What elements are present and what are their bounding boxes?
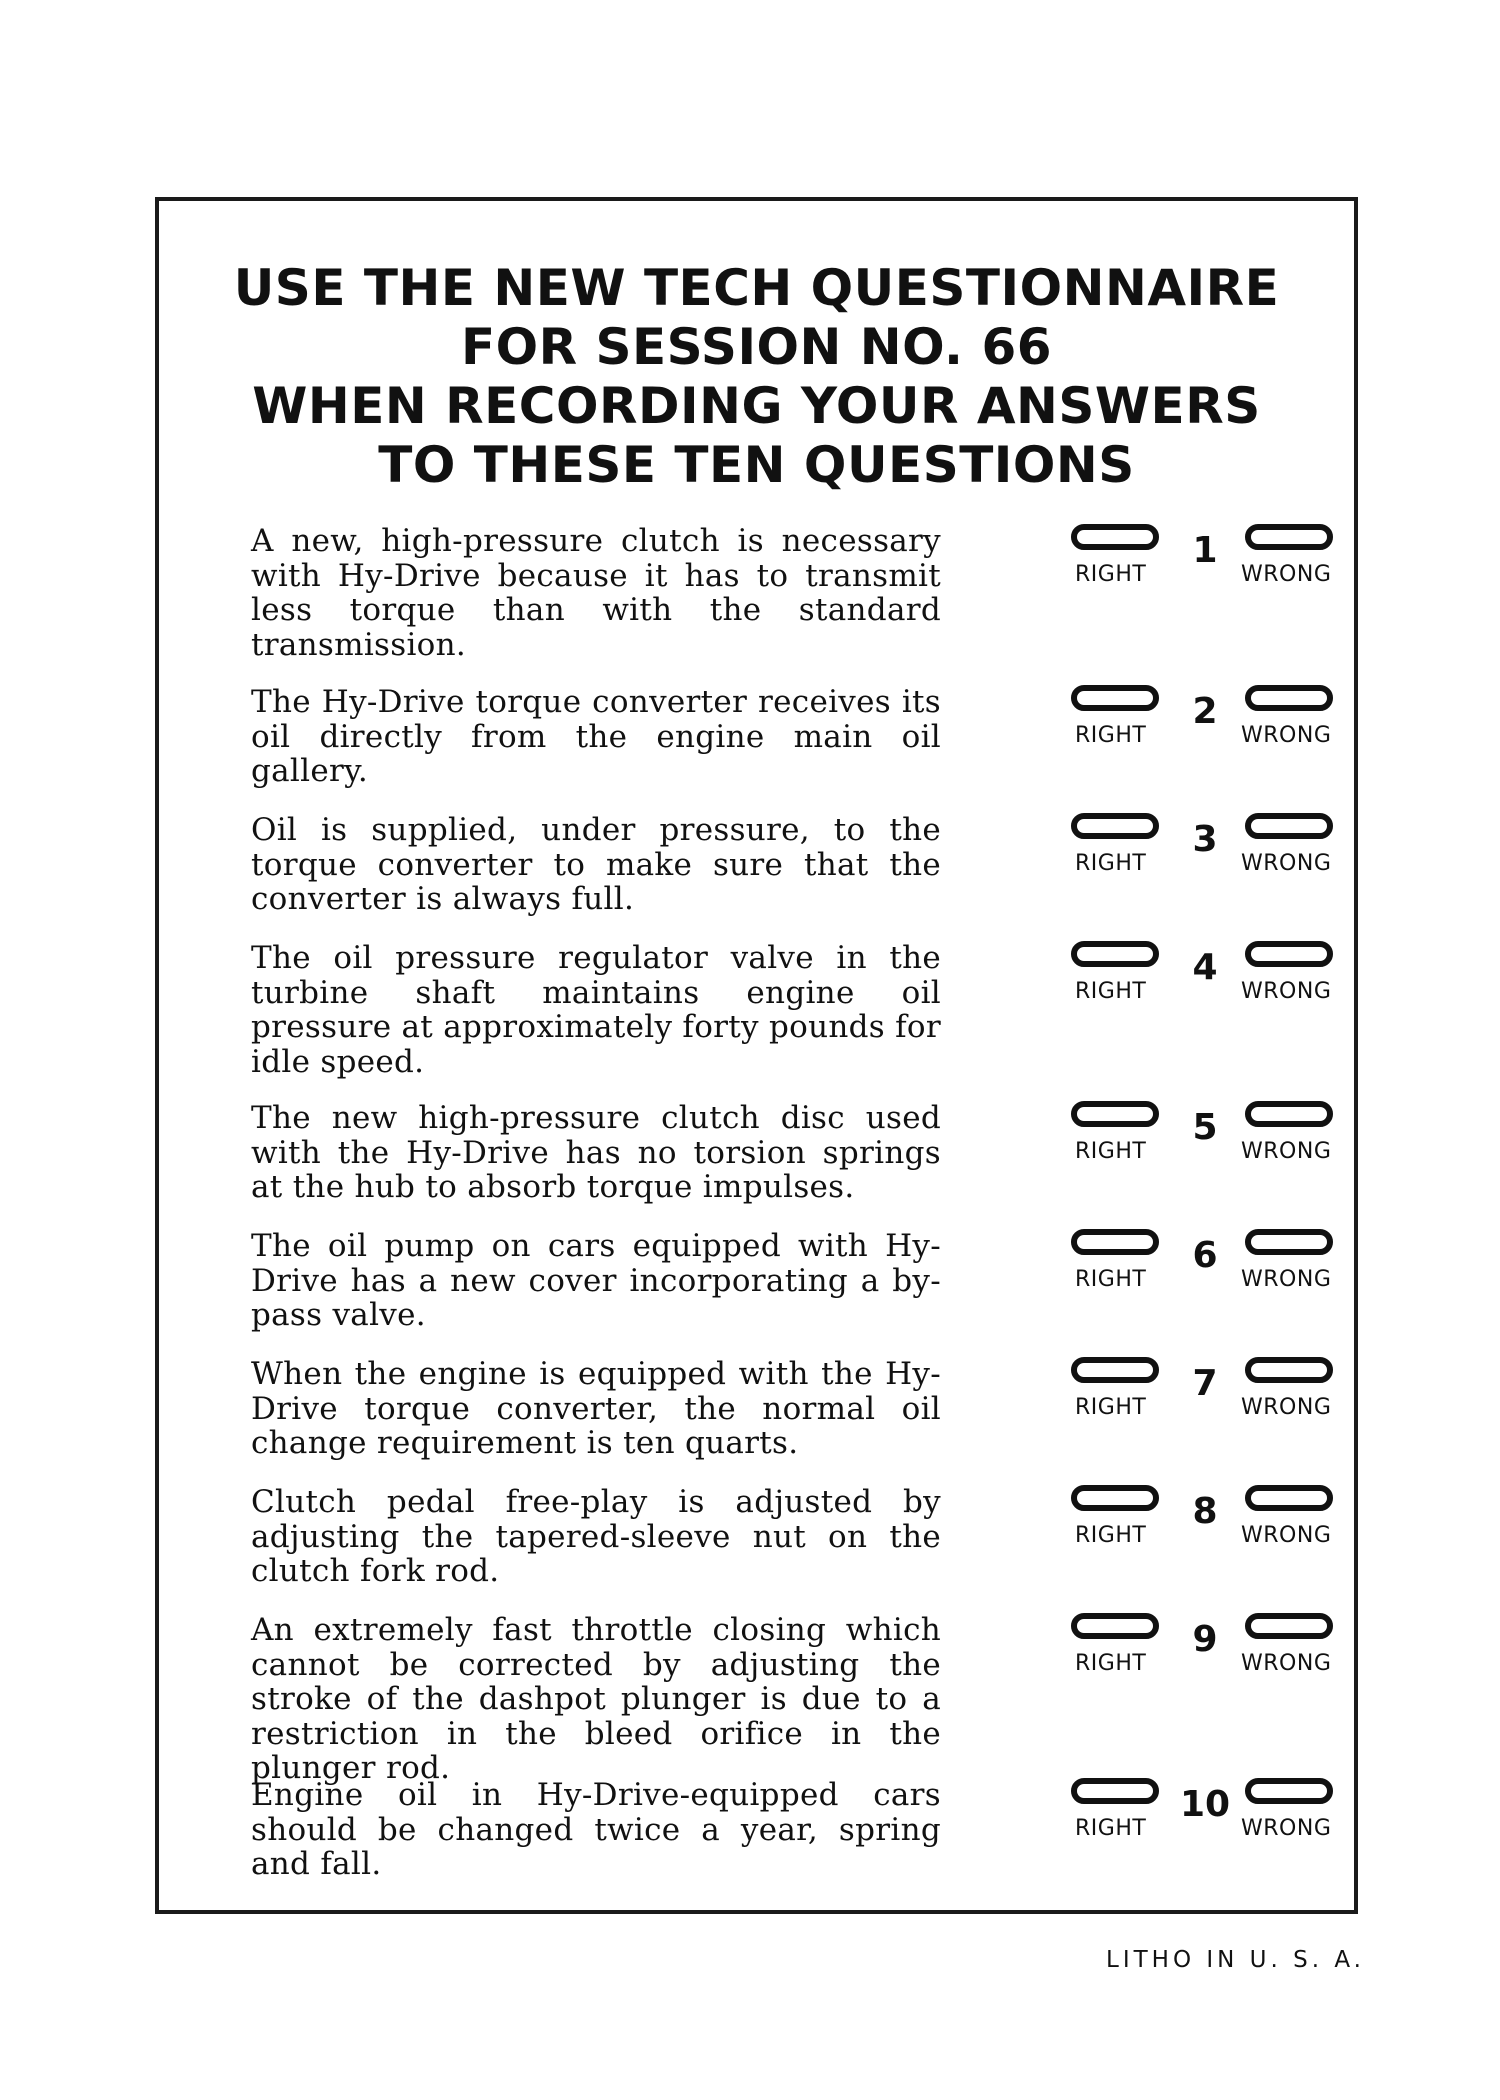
- wrong-answer-oval[interactable]: [1245, 941, 1333, 967]
- question-number: 1: [1192, 530, 1218, 571]
- question-3: [251, 812, 1332, 933]
- wrong-label: WRONG: [1241, 562, 1332, 587]
- wrong-label: WRONG: [1241, 1395, 1332, 1420]
- right-answer-oval[interactable]: [1071, 941, 1159, 967]
- wrong-answer-oval[interactable]: [1245, 685, 1333, 711]
- question-2: [251, 684, 1332, 805]
- question-number: 9: [1192, 1619, 1218, 1660]
- question-number: 5: [1192, 1107, 1218, 1148]
- question-8: [251, 1484, 1332, 1605]
- right-answer-oval[interactable]: [1071, 1613, 1159, 1639]
- right-label: RIGHT: [1075, 562, 1147, 587]
- wrong-label: WRONG: [1241, 1523, 1332, 1548]
- wrong-answer-oval[interactable]: [1245, 813, 1333, 839]
- heading-line: TO THESE TEN QUESTIONS: [378, 436, 1135, 494]
- right-answer-oval[interactable]: [1071, 1357, 1159, 1383]
- wrong-answer-oval[interactable]: [1245, 1778, 1333, 1804]
- heading-line: FOR SESSION NO. 66: [460, 318, 1053, 376]
- question-4: [251, 940, 1332, 1080]
- question-1: [251, 523, 1332, 663]
- wrong-label: WRONG: [1241, 979, 1332, 1004]
- question-text: When the engine is equipped with the Hy-Drive torque converter, the normal oil change requirement is ten quarts.: [251, 1356, 941, 1461]
- question-text: The Hy-Drive torque converter receives its oil directly from the engine main oil gallery.: [251, 684, 941, 789]
- right-label: RIGHT: [1075, 1816, 1147, 1841]
- question-number: 3: [1192, 819, 1218, 860]
- right-label: RIGHT: [1075, 1139, 1147, 1164]
- question-number: 7: [1192, 1363, 1218, 1404]
- wrong-label: WRONG: [1241, 1139, 1332, 1164]
- question-number: 4: [1192, 947, 1218, 988]
- right-answer-oval[interactable]: [1071, 1485, 1159, 1511]
- right-answer-oval[interactable]: [1071, 1229, 1159, 1255]
- question-number: 2: [1192, 691, 1218, 732]
- right-answer-oval[interactable]: [1071, 1778, 1159, 1804]
- question-text: A new, high-pressure clutch is necessary with Hy-Drive because it has to transmit less torque than with the standard transmission.: [251, 523, 941, 663]
- question-5: [251, 1100, 1332, 1221]
- wrong-answer-oval[interactable]: [1245, 1485, 1333, 1511]
- question-text: The oil pressure regulator valve in the turbine shaft maintains engine oil pressure at approximately forty pounds for idle speed.: [251, 940, 941, 1080]
- question-text: The new high-pressure clutch disc used with the Hy-Drive has no torsion springs at the hub to absorb torque impulses.: [251, 1100, 941, 1205]
- wrong-answer-oval[interactable]: [1245, 1357, 1333, 1383]
- wrong-label: WRONG: [1241, 1816, 1332, 1841]
- question-number: 8: [1192, 1491, 1218, 1532]
- question-text: The oil pump on cars equipped with Hy-Drive has a new cover incorporating a by-pass valve.: [251, 1228, 941, 1333]
- right-answer-oval[interactable]: [1071, 1101, 1159, 1127]
- wrong-answer-oval[interactable]: [1245, 524, 1333, 550]
- question-6: [251, 1228, 1332, 1349]
- wrong-answer-oval[interactable]: [1245, 1229, 1333, 1255]
- questionnaire-heading: [159, 259, 1354, 495]
- right-label: RIGHT: [1075, 979, 1147, 1004]
- question-text: Oil is supplied, under pressure, to the torque converter to make sure that the converter is always full.: [251, 812, 941, 917]
- right-label: RIGHT: [1075, 723, 1147, 748]
- question-10: [251, 1777, 1332, 1898]
- right-answer-oval[interactable]: [1071, 524, 1159, 550]
- right-label: RIGHT: [1075, 1267, 1147, 1292]
- right-answer-oval[interactable]: [1071, 813, 1159, 839]
- question-text: Clutch pedal free-play is adjusted by adjusting the tapered-sleeve nut on the clutch fork rod.: [251, 1484, 941, 1589]
- question-9: [251, 1612, 1332, 1786]
- question-7: [251, 1356, 1332, 1477]
- question-number: 10: [1179, 1784, 1231, 1825]
- wrong-label: WRONG: [1241, 1267, 1332, 1292]
- wrong-label: WRONG: [1241, 851, 1332, 876]
- question-text: An extremely fast throttle closing which cannot be corrected by adjusting the stroke of the dashpot plunger is due to a restriction in the bleed orifice in the plunger rod.: [251, 1612, 941, 1786]
- question-text: Engine oil in Hy-Drive-equipped cars should be changed twice a year, spring and fall.: [251, 1777, 941, 1882]
- right-label: RIGHT: [1075, 1523, 1147, 1548]
- wrong-answer-oval[interactable]: [1245, 1613, 1333, 1639]
- question-number: 6: [1192, 1235, 1218, 1276]
- right-label: RIGHT: [1075, 1395, 1147, 1420]
- right-label: RIGHT: [1075, 851, 1147, 876]
- wrong-label: WRONG: [1241, 1651, 1332, 1676]
- heading-line: USE THE NEW TECH QUESTIONNAIRE: [233, 259, 1280, 317]
- wrong-label: WRONG: [1241, 723, 1332, 748]
- right-answer-oval[interactable]: [1071, 685, 1159, 711]
- heading-line: WHEN RECORDING YOUR ANSWERS: [252, 377, 1261, 435]
- wrong-answer-oval[interactable]: [1245, 1101, 1333, 1127]
- questionnaire-frame: [155, 197, 1358, 1914]
- litho-imprint: LITHO IN U. S. A.: [1106, 1947, 1365, 1973]
- right-label: RIGHT: [1075, 1651, 1147, 1676]
